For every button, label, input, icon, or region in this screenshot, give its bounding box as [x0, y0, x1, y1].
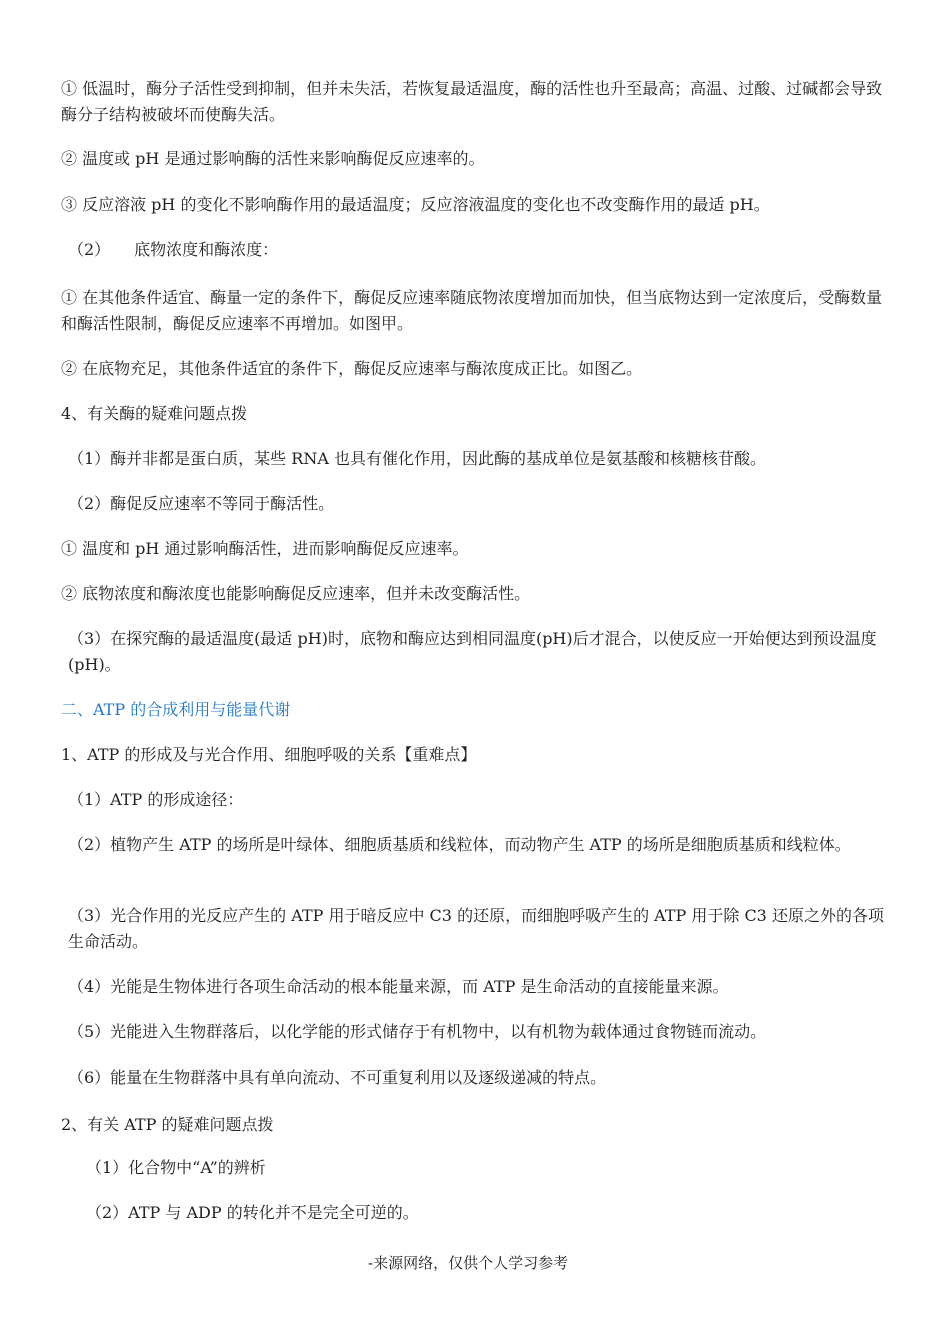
- paragraph-optimum: ③ 反应溶液 pH 的变化不影响酶作用的最适温度；反应溶液温度的变化也不改变酶作用的最适 pH。: [61, 195, 770, 214]
- paragraph-atp-sites: （2）植物产生 ATP 的场所是叶绿体、细胞质基质和线粒体，而动物产生 ATP 的场所是细胞质基质和线粒体。: [68, 835, 851, 854]
- section-heading-enzyme-tips: 4、有关酶的疑难问题点拨: [61, 404, 248, 423]
- paragraph-substrate: ① 在其他条件适宜、酶量一定的条件下，酶促反应速率随底物浓度增加而加快，但当底物达到一定浓度后，受酶数量和酶活性限制，酶促反应速率不再增加。如图甲。: [61, 288, 883, 333]
- paragraph-compound-a: （1）化合物中“A”的辨析: [86, 1158, 266, 1177]
- paragraph-atp-adp: （2）ATP 与 ADP 的转化并不是完全可逆的。: [86, 1203, 419, 1222]
- paragraph-light-energy: （4）光能是生物体进行各项生命活动的根本能量来源，而 ATP 是生命活动的直接能量来源。: [68, 977, 729, 996]
- paragraph-energy-features: （6）能量在生物群落中具有单向流动、不可重复利用以及逐级递减的特点。: [68, 1068, 607, 1087]
- section-heading-atp: 二、ATP 的合成利用与能量代谢: [61, 700, 291, 719]
- section-heading-atp-formation: 1、ATP 的形成及与光合作用、细胞呼吸的关系【重难点】: [61, 745, 477, 764]
- paragraph-explore-optimum: （3）在探究酶的最适温度(最适 pH)时，底物和酶应达到相同温度(pH)后才混合，以使反应一开始便达到预设温度(pH)。: [68, 629, 877, 674]
- paragraph-atp-pathway: （1）ATP 的形成途径：: [68, 790, 244, 809]
- page-footer: -来源网络，仅供个人学习参考: [368, 1254, 569, 1272]
- paragraph-enzyme-rna: （1）酶并非都是蛋白质，某些 RNA 也具有催化作用，因此酶的基成单位是氨基酸和核糖核苷酸。: [68, 449, 766, 468]
- paragraph-temperature-ph-activity: ① 温度和 pH 通过影响酶活性，进而影响酶促反应速率。: [61, 539, 469, 558]
- paragraph-enzyme-concentration: ② 在底物充足，其他条件适宜的条件下，酶促反应速率与酶浓度成正比。如图乙。: [61, 359, 643, 378]
- subheading-substrate: （2） 底物浓度和酶浓度：: [68, 240, 279, 259]
- paragraph-temperature-ph: ② 温度或 pH 是通过影响酶的活性来影响酶促反应速率的。: [61, 149, 485, 168]
- paragraph-energy-flow: （5）光能进入生物群落后，以化学能的形式储存于有机物中，以有机物为载体通过食物链而流动。: [68, 1022, 767, 1041]
- paragraph-low-temperature: ① 低温时，酶分子活性受到抑制，但并未失活，若恢复最适温度，酶的活性也升至最高；高温、过酸、过碱都会导致酶分子结构被破坏而使酶失活。: [61, 79, 883, 124]
- paragraph-atp-usage: （3）光合作用的光反应产生的 ATP 用于暗反应中 C3 的还原，而细胞呼吸产生的 ATP 用于除 C3 还原之外的各项生命活动。: [68, 906, 884, 951]
- section-heading-atp-tips: 2、有关 ATP 的疑难问题点拨: [61, 1115, 274, 1134]
- paragraph-concentration-activity: ② 底物浓度和酶浓度也能影响酶促反应速率，但并未改变酶活性。: [61, 584, 531, 603]
- paragraph-rate-vs-activity: （2）酶促反应速率不等同于酶活性。: [68, 494, 335, 513]
